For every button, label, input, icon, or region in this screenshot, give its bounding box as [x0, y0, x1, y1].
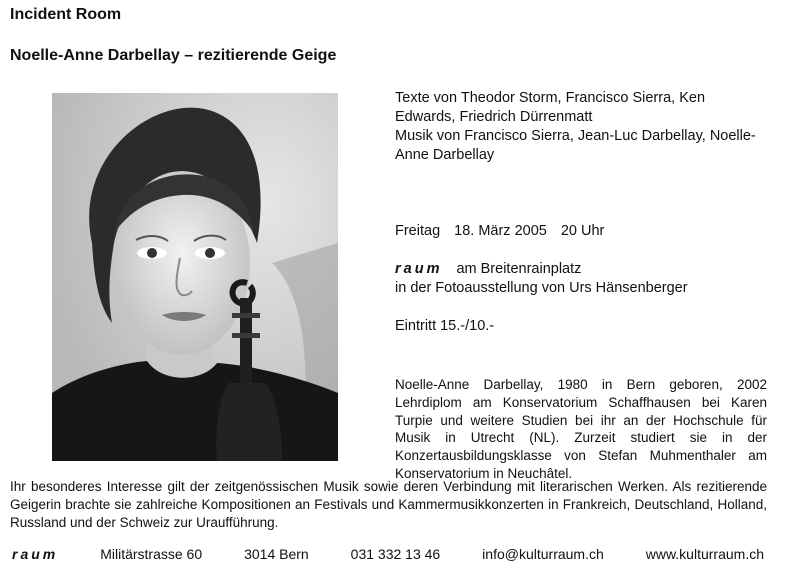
event-day: Freitag	[395, 223, 441, 239]
venue-detail: in der Fotoausstellung von Urs Hänsenberger	[395, 280, 688, 296]
footer-contact	[12, 546, 764, 562]
program-texts	[395, 89, 767, 165]
event-entry-price: Eintritt 15.-/10.-	[395, 318, 495, 334]
event-time: 20 Uhr	[560, 223, 605, 239]
footer-website: www.kulturraum.ch	[645, 546, 764, 562]
footer-email: info@kulturraum.ch	[482, 546, 604, 562]
program-texte-line: Texte von Theodor Storm, Francisco Sierra, Ken Edwards, Friedrich Dürrenmatt	[395, 90, 706, 125]
portrait-photo	[52, 93, 338, 461]
footer-phone: 031 332 13 46	[350, 546, 441, 562]
page-title: Incident Room	[10, 6, 122, 23]
event-date-line	[395, 222, 767, 241]
bio-paragraph-2: Ihr besonderes Interesse gilt der zeitgenössischen Musik sowie deren Verbindung mit literarischen Werken. Als rezitierende Geigerin brachte sie zahlreiche Kompositionen an Festivals und Kammermusikkonzerten in Frankreich, Deutschland, Holland, Russland und der Schweiz zur Uraufführung.	[10, 479, 767, 530]
venue-place: am Breitenrainplatz	[456, 261, 582, 277]
bio-paragraph-1: Noelle-Anne Darbellay, 1980 in Bern geboren, 2002 Lehrdiplom am Konservatorium Schaffhausen bei Karen Turpie und weitere Studien bei ihr an der Hochschule für Musik in Utrecht (NL). Zurzeit studiert sie in der Konzertausbildungsklasse von Stefan Muhmenthaler am Konservatorium in Neuchâtel.	[395, 377, 767, 481]
venue-brand: raum	[395, 261, 443, 277]
program-musik-line: Musik von Francisco Sierra, Jean-Luc Darbellay, Noelle-Anne Darbellay	[395, 128, 756, 163]
portrait-violin-icon	[52, 93, 338, 461]
footer-street: Militärstrasse 60	[100, 546, 203, 562]
event-subtitle: Noelle-Anne Darbellay – rezitierende Geige	[10, 47, 337, 64]
event-venue	[395, 260, 767, 298]
footer-brand: raum	[12, 546, 59, 562]
footer-city: 3014 Bern	[244, 546, 309, 562]
event-date: 18. März 2005	[454, 223, 547, 239]
